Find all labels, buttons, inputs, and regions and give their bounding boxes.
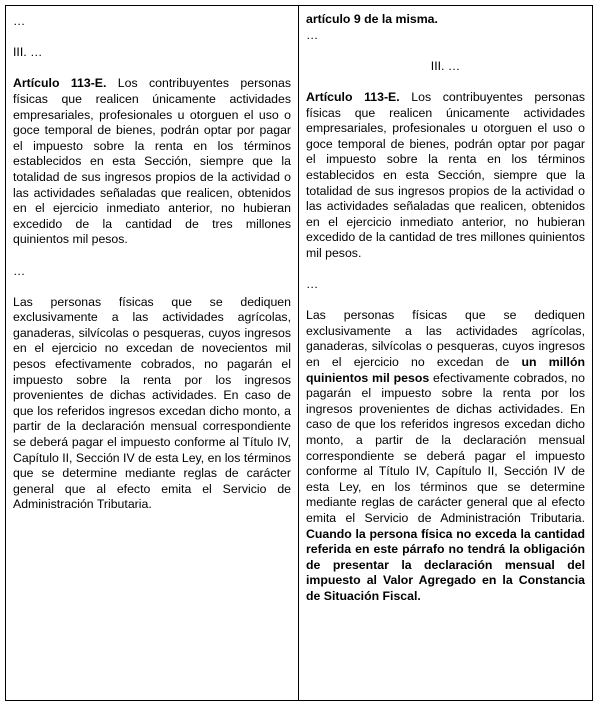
right-top-line xyxy=(306,12,585,28)
left-fraction-iii: III. … xyxy=(13,45,43,60)
right-para-bold-addition: Cuando la persona física no exceda la cantidad referida en este párrafo no tendrá la obligación de presentar la declaración mensual del impuesto al Valor Agregado en la Constancia de Situación Fiscal. xyxy=(306,526,585,603)
comparison-table xyxy=(5,5,593,701)
right-article-113e xyxy=(306,90,585,262)
left-article-113e xyxy=(13,76,291,248)
right-para-bold-amount: un millón quinientos mil pesos xyxy=(306,355,585,385)
left-article-text: Los contribuyentes personas físicas que realicen únicamente actividades empresariales, profesionales u otorguen el uso o goce temporal de bienes, podrán optar por pagar el impuesto sobre la renta en los términos establecidos en esta Sección, siempre que la totalidad de sus ingresos propios de la actividad o las actividades señaladas que realicen, obtenidos en el ejercicio inmediato anterior, no hubieran excedido de la cantidad de tres millones quinientos mil pesos. xyxy=(13,76,291,247)
right-ellipsis-mid: … xyxy=(306,277,319,292)
left-column xyxy=(6,6,299,700)
right-fraction-iii: III. … xyxy=(430,58,461,73)
right-para-a: Las personas físicas que se dediquen exclusivamente a las actividades agrícolas, ganaderas, silvícolas o pesqueras, cuyos ingresos en el ejercicio no excedan de xyxy=(306,308,585,370)
right-top-bold: artículo 9 de la misma. xyxy=(306,12,438,26)
right-article-label: Artículo 113-E. xyxy=(306,89,400,104)
left-ellipsis-top: … xyxy=(13,14,26,28)
right-ellipsis-top: … xyxy=(306,27,319,42)
right-para-b: efectivamente cobrados, no pagarán el impuesto sobre la renta por los ingresos provenientes de dichas actividades. En caso de que los referidos ingresos excedan dicho monto, a partir de la declaración mensual correspondiente se deberá pagar el impuesto conforme al Título IV, Capítulo II, Sección IV de esta Ley, en los términos que se determine mediante reglas de carácter general que al efecto emita el Servicio de Administración Tributaria. xyxy=(306,370,585,525)
left-article-label: Artículo 113-E. xyxy=(13,76,107,91)
right-paragraph xyxy=(306,308,585,604)
left-ellipsis-mid: … xyxy=(13,263,26,278)
right-column xyxy=(299,6,592,700)
left-paragraph: Las personas físicas que se dediquen exclusivamente a las actividades agrícolas, ganaderas, silvícolas o pesqueras, cuyos ingresos en el ejercicio no excedan de novecientos mil pesos efectivamente cobrados, no pagarán el impuesto sobre la renta por los ingresos provenientes de dichas actividades. En caso de que los referidos ingresos excedan dicho monto, a partir de la declaración mensual correspondiente se deberá pagar el impuesto conforme al Título IV, Capítulo II, Sección IV de esta Ley, en los términos que se determine mediante reglas de carácter general que al efecto emita el Servicio de Administración Tributaria. xyxy=(13,294,291,512)
right-article-text: Los contribuyentes personas físicas que realicen únicamente actividades empresariales, profesionales u otorguen el uso o goce temporal de bienes, podrán optar por pagar el impuesto sobre la renta en los términos establecidos en esta Sección, siempre que la totalidad de sus ingresos propios de la actividad o las actividades señaladas que realicen, obtenidos en el ejercicio inmediato anterior, no hubieran excedido de la cantidad de tres millones quinientos mil pesos. xyxy=(306,89,585,260)
